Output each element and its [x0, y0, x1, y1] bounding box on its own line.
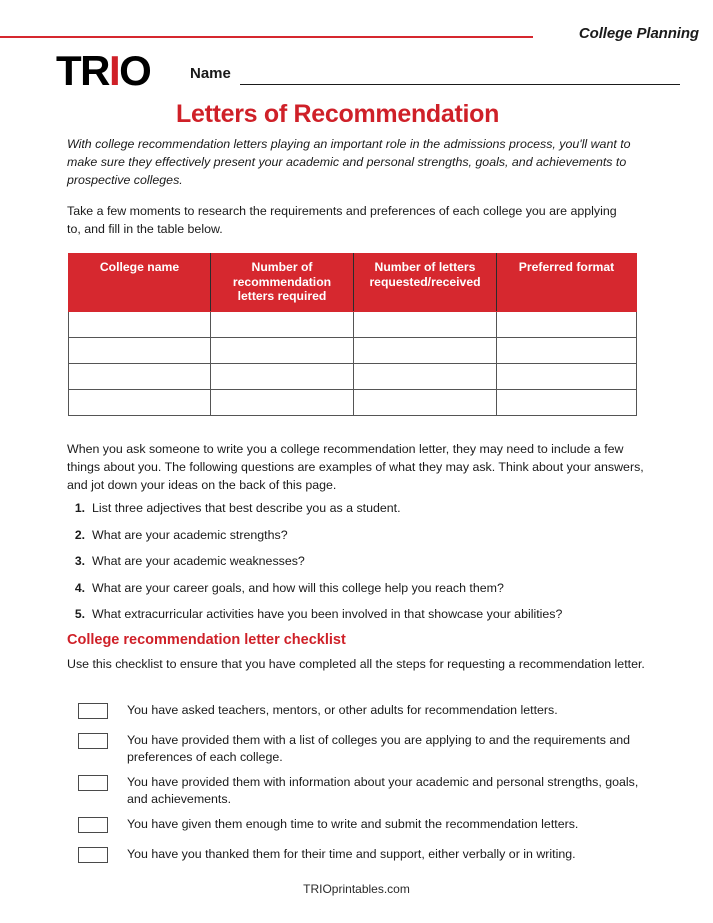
question-number: 4. — [74, 580, 85, 595]
checkbox[interactable] — [78, 703, 108, 719]
table-header-letters-required: Number of recommendation letters required — [211, 254, 354, 312]
question-text: What are your academic weaknesses? — [92, 554, 305, 568]
trio-logo-accent-letter: I — [109, 47, 120, 94]
table-header-row — [69, 254, 637, 312]
college-table — [68, 253, 637, 416]
table-row — [69, 389, 637, 415]
table-row — [69, 337, 637, 363]
question-text: List three adjectives that best describe you as a student. — [92, 501, 401, 515]
intro-paragraph: With college recommendation letters playing an important role in the admissions process, you'll want to make sure they effectively present your academic and personal strengths, goals, and achievements to prospective colleges. — [67, 137, 631, 187]
footer-url[interactable]: TRIOprintables.com — [303, 882, 410, 896]
table-cell[interactable] — [497, 389, 637, 415]
name-field-writeline[interactable] — [240, 84, 680, 85]
trio-logo-part-3: O — [119, 47, 151, 94]
list-item — [67, 816, 647, 838]
table-row — [69, 311, 637, 337]
table-row — [69, 363, 637, 389]
name-field-label: Name — [190, 65, 231, 82]
question-text: What are your academic strengths? — [92, 527, 288, 542]
checklist-heading: College recommendation letter checklist — [67, 632, 346, 648]
table-cell[interactable] — [69, 311, 211, 337]
page-header — [0, 0, 713, 48]
list-item — [67, 702, 647, 724]
table-cell[interactable] — [354, 337, 497, 363]
list-item — [67, 527, 647, 549]
brand-row — [0, 47, 713, 96]
checklist-item-label: You have provided them with information about your academic and personal strengths, goals, and achievements. — [127, 775, 639, 806]
college-table-body — [69, 311, 637, 415]
trio-logo — [56, 47, 151, 94]
question-number: 3. — [74, 554, 85, 568]
question-number: 2. — [74, 527, 85, 542]
table-cell[interactable] — [211, 389, 354, 415]
table-header-college-name: College name — [69, 254, 211, 312]
question-text: What are your career goals, and how will this college help you reach them? — [92, 580, 504, 595]
list-item — [67, 500, 647, 522]
table-cell[interactable] — [69, 363, 211, 389]
table-header-letters-requested: Number of letters requested/received — [354, 254, 497, 312]
table-cell[interactable] — [69, 337, 211, 363]
table-cell[interactable] — [354, 389, 497, 415]
trio-logo-part-1: TR — [56, 47, 109, 94]
checkbox[interactable] — [78, 817, 108, 833]
checkbox[interactable] — [78, 733, 108, 749]
checkbox[interactable] — [78, 775, 108, 791]
page-title: Letters of Recommendation — [176, 100, 500, 128]
table-cell[interactable] — [211, 337, 354, 363]
checklist-item-label: You have asked teachers, mentors, or other adults for recommendation letters. — [127, 703, 558, 717]
question-number: 5. — [74, 607, 85, 621]
list-item — [67, 606, 647, 628]
questions-intro-paragraph: When you ask someone to write you a college recommendation letter, they may need to include a few things about you. The following questions are examples of what they may ask. Think about your answers, and jot down your ideas on the back of this page. — [67, 442, 644, 492]
college-table-head — [69, 254, 637, 312]
checklist-item-label: You have provided them with a list of colleges you are applying to and the requirements and preferences of each college. — [127, 733, 631, 764]
table-cell[interactable] — [497, 337, 637, 363]
checklist-intro-paragraph: Use this checklist to ensure that you have completed all the steps for requesting a recommendation letter. — [67, 657, 645, 671]
table-cell[interactable] — [497, 311, 637, 337]
checkbox[interactable] — [78, 847, 108, 863]
header-rule-line — [0, 36, 533, 38]
list-item — [67, 846, 647, 868]
question-number: 1. — [74, 501, 85, 515]
checklist-item-label: You have given them enough time to write and submit the recommendation letters. — [127, 817, 579, 831]
table-header-preferred-format: Preferred format — [497, 254, 637, 312]
name-field-group[interactable] — [190, 65, 680, 91]
instruction-paragraph: Take a few moments to research the requirements and preferences of each college you are applying to, and fill in the table below. — [67, 204, 617, 236]
header-tagline: College Planning — [578, 25, 699, 42]
list-item — [67, 553, 647, 575]
table-cell[interactable] — [354, 363, 497, 389]
list-item — [67, 732, 647, 766]
table-cell[interactable] — [211, 363, 354, 389]
questions-list — [67, 500, 647, 633]
checklist-item-label: You have you thanked them for their time and support, either verbally or in writing. — [127, 847, 576, 861]
list-item — [67, 580, 647, 602]
table-cell[interactable] — [497, 363, 637, 389]
checklist — [67, 702, 647, 876]
table-cell[interactable] — [354, 311, 497, 337]
question-text: What extracurricular activities have you been involved in that showcase your abilities? — [92, 607, 563, 621]
table-cell[interactable] — [211, 311, 354, 337]
table-cell[interactable] — [69, 389, 211, 415]
list-item — [67, 774, 647, 808]
